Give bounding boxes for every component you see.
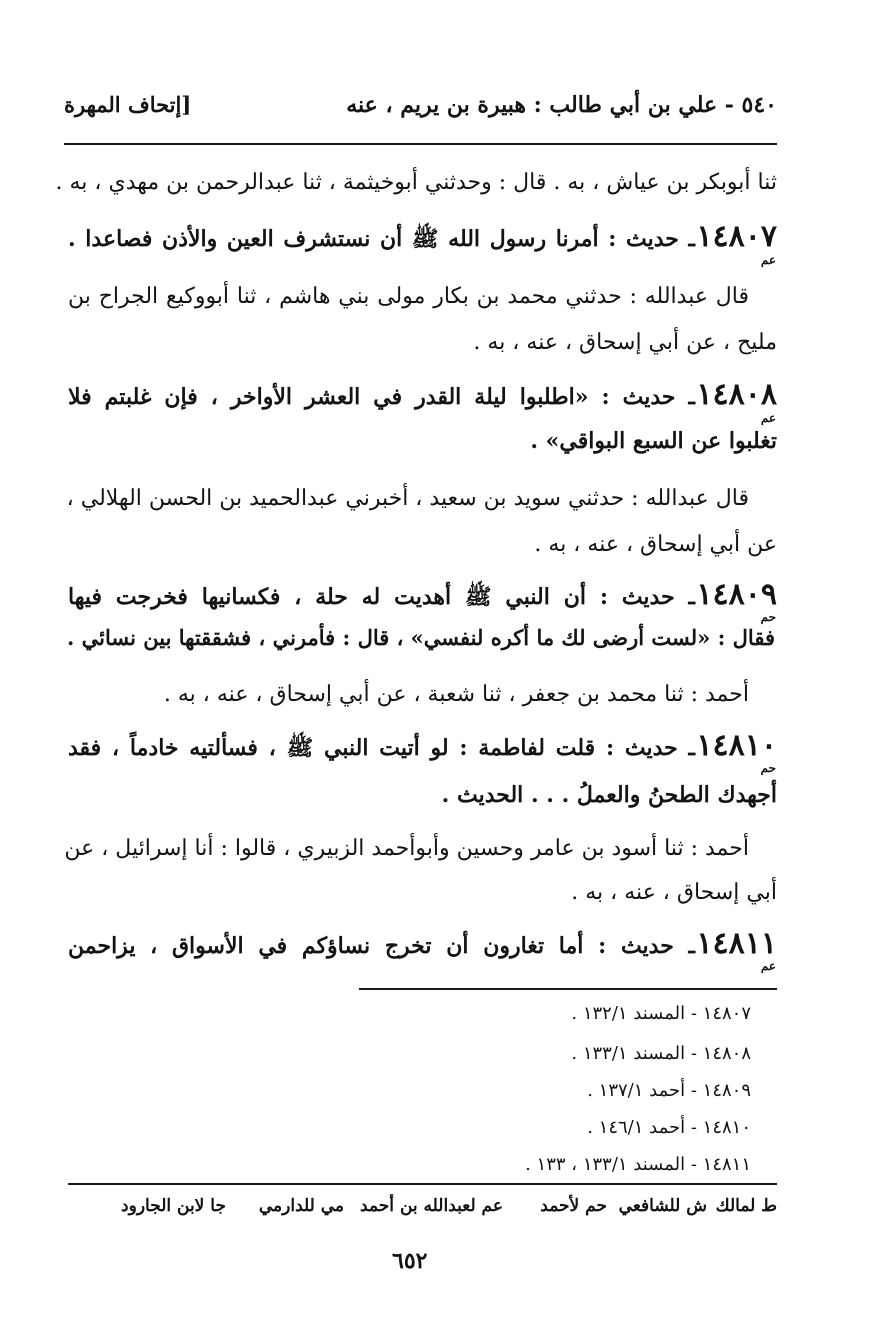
source-mark: عم [760,411,776,425]
isnad-line: عن أبي إسحاق ، عنه ، به . [534,532,777,557]
footnote: ١٤٨٠٨ - المسند ١٣٣/١ . [571,1043,751,1064]
key-item: ش للشافعي [618,1196,707,1216]
key-item: حم لأحمد [540,1196,607,1216]
key-item: ط لمالك [715,1196,777,1216]
hadith-number: ١٤٨١١ [696,926,777,961]
isnad-line: أحمد : ثنا أسود بن عامر وحسين وأبوأحمد الزبيري ، قالوا : أنا إسرائيل ، عن [64,836,749,861]
book-title: [إتحاف المهرة [64,92,192,117]
source-mark: عم [760,253,776,267]
header-rule [64,143,777,145]
key-rule [68,1183,777,1185]
hadith-text: ـ حديث : أما تغارون أن تخرج نساؤكم في الأسواق ، يزاحمن [68,933,695,959]
hadith-text: تغلبوا عن السبع البواقي» . [530,428,777,454]
isnad-line: قال عبدالله : حدثني محمد بن بكار مولى بني هاشم ، ثنا أبووكيع الجراح بن [68,284,749,309]
page-number: ٦٥٢ [392,1248,428,1274]
hadith-number: ١٤٨٠٨ [696,377,777,412]
footnote: ١٤٨١١ - المسند ١٣٣/١ ، ١٣٣ . [525,1154,751,1175]
hadith-text: ـ حديث : قلت لفاطمة : لو أتيت النبي ﷺ ، فسألتيه خادماً ، فقد [68,735,695,761]
footnote: ١٤٨٠٧ - المسند ١٣٢/١ . [571,1003,751,1024]
source-mark: حم [760,610,776,624]
hadith-text: فقال : «لست أرضى لك ما أكره لنفسي» ، قال : فأمرني ، فشققتها بين نسائي . [67,625,775,650]
isnad-line: أحمد : ثنا محمد بن جعفر ، ثنا شعبة ، عن أبي إسحاق ، عنه ، به . [163,682,749,707]
hadith-text: أجهدك الطحنُ والعملُ . . . الحديث . [441,782,777,808]
footnote: ١٤٨٠٩ - أحمد ١٣٧/١ . [587,1080,751,1101]
footnote-rule [359,988,777,990]
hadith-number: ١٤٨٠٧ [696,219,777,254]
isnad-line: قال عبدالله : حدثني سويد بن سعيد ، أخبرني عبدالحميد بن الحسن الهلالي ، [66,486,749,511]
text-line: ثنا أبوبكر بن عياش ، به . قال : وحدثني أبوخيثمة ، ثنا عبدالرحمن بن مهدي ، به . [55,170,777,195]
hadith-text: ـ حديث : أن النبي ﷺ أهديت له حلة ، فكسانيها فخرجت فيها [68,584,695,610]
key-item: مي للدارمي [258,1196,344,1216]
footnote: ١٤٨١٠ - أحمد ١٤٦/١ . [587,1117,751,1138]
source-mark: عم [760,959,776,973]
key-item: جا لابن الجارود [121,1196,226,1216]
isnad-line: مليح ، عن أبي إسحاق ، عنه ، به . [473,330,777,355]
key-item: عم لعبدالله بن أحمد [360,1196,503,1216]
hadith-number: ١٤٨١٠ [696,728,777,763]
running-header: ٥٤٠ - علي بن أبي طالب : هبيرة بن يريم ، عنه [346,92,777,118]
hadith-text: ـ حديث : «اطلبوا ليلة القدر في العشر الأواخر ، فإن غلبتم فلا [68,384,695,410]
hadith-text: ـ حديث : أمرنا رسول الله ﷺ أن نستشرف العين والأذن فصاعدا . [68,226,695,252]
hadith-number: ١٤٨٠٩ [696,577,777,612]
source-mark: حم [760,761,776,775]
isnad-line: أبي إسحاق ، عنه ، به . [571,880,777,905]
